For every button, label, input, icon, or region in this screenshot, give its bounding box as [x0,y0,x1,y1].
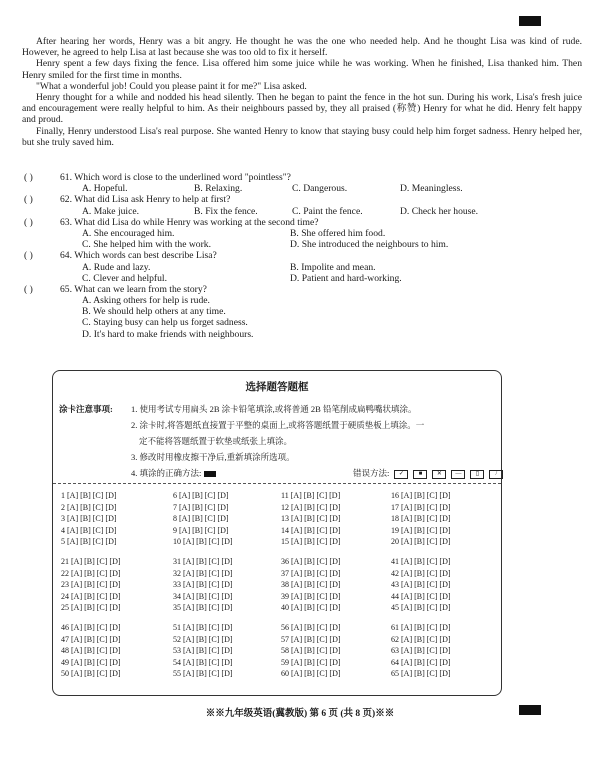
question-number: 49 [61,657,69,667]
answer-bubble-group[interactable] [391,603,451,612]
question-number: 35 [173,603,181,612]
passage-paragraph: Henry thought for a while and nodded his head silently. Then he began to paint the fence in the hot sun. During his work, Lisa's fresh juice and encouragement were really helpful to him. As their neighbours passed by, they all praised (称赞) Henry for what he did. Henry felt happy and proud. [22,92,582,126]
question-number: 56 [281,623,289,632]
bubble-options[interactable]: [A] [B] [C] [D] [71,557,121,566]
passage-paragraph: Henry spent a few days fixing the fence. Lisa offered him some juice while he was working. When he finished, Lisa thanked him. Then Henry smiled for the first time in months. [22,58,582,81]
question-number: 9 [173,525,177,535]
bubble-options[interactable]: [A] [B] [C] [D] [179,491,229,500]
page-footer: ※※九年级英语(冀教版) 第 6 页 (共 8 页)※※ [205,709,395,719]
answer-bubble-group[interactable] [391,592,451,601]
answer-option: B. Relaxing. [194,183,243,195]
answer-option: C. Staying busy can help us forget sadness. [82,317,248,329]
question-number: 20 [391,537,399,546]
answer-blank[interactable]: ( ) [24,283,33,295]
box-divider [53,483,501,484]
bubble-options[interactable]: [A] [B] [C] [D] [291,502,341,512]
answer-option: A. Rude and lazy. [82,261,151,273]
answer-bubble-group[interactable] [391,635,451,644]
bubble-options[interactable]: [A] [B] [C] [D] [401,623,451,632]
question-number: 43 [391,580,399,589]
answer-option: C. Clever and helpful. [82,272,167,284]
question-number: 36 [281,557,289,566]
question-number: 15 [281,537,289,546]
answer-blank[interactable]: ( ) [24,216,33,228]
wrong-mark-example: ✕ [432,470,446,479]
answer-bubble-group[interactable] [173,623,233,632]
question-number: 58 [281,646,289,655]
bubble-options[interactable]: [A] [B] [C] [D] [401,568,451,578]
answer-bubble-group[interactable] [173,526,229,535]
bubble-row [61,603,493,615]
answer-option: B. We should help others at any time. [82,306,226,318]
answer-bubble-group[interactable] [281,503,341,512]
answer-option: B. Fix the fence. [194,205,258,217]
answer-bubble-group[interactable] [391,623,451,632]
question-number: 10 [173,537,181,546]
answer-bubble-group[interactable] [61,658,121,667]
bubble-row [61,503,493,515]
question-number: 8 [173,514,177,523]
bubble-row [61,623,493,635]
bubble-options[interactable]: [A] [B] [C] [D] [401,669,451,678]
question-stem: 63. What did Lisa do while Henry was working at the second time? [60,216,319,228]
bubble-options[interactable]: [A] [B] [C] [D] [179,502,229,512]
bubble-options[interactable]: [A] [B] [C] [D] [401,603,451,612]
answer-option: A. Hopeful. [82,183,128,195]
bubble-options[interactable]: [A] [B] [C] [D] [291,580,341,589]
bubble-options[interactable]: [A] [B] [C] [D] [291,525,341,535]
answer-option: A. Asking others for help is rude. [82,295,210,307]
bubble-options[interactable]: [A] [B] [C] [D] [401,657,451,667]
wrong-mark-example: — [451,470,465,479]
bubble-row [61,537,493,549]
answer-option: C. She helped him with the work. [82,239,211,251]
answer-bubble-group[interactable] [391,491,451,500]
question-number: 14 [281,525,289,535]
bubble-options[interactable]: [A] [B] [C] [D] [291,634,341,644]
answer-box-title: 选择题答题框 [245,382,309,393]
answer-blank[interactable]: ( ) [24,250,33,262]
bubble-options[interactable]: [A] [B] [C] [D] [71,657,121,667]
answer-bubble-group[interactable] [281,557,341,566]
answer-bubble-group[interactable] [391,658,451,667]
bubble-options[interactable]: [A] [B] [C] [D] [71,634,121,644]
answer-bubble-group[interactable] [391,514,451,523]
filling-instructions [59,401,498,481]
bubble-options[interactable]: [A] [B] [C] [D] [291,514,341,523]
question-number: 25 [61,603,69,612]
bubble-row [61,526,493,538]
bubble-options[interactable]: [A] [B] [C] [D] [183,580,233,589]
answer-bubble-group[interactable] [61,635,121,644]
wrong-mark-example: ▯ [470,470,484,479]
bubble-options[interactable]: [A] [B] [C] [D] [183,537,233,546]
question-number: 59 [281,657,289,667]
wrong-methods [353,465,503,481]
bubble-block [61,491,493,553]
bubble-row [61,669,493,681]
answer-option: A. She encouraged him. [82,227,175,239]
note-2-continued: 定不能将答题纸置于软垫或纸张上填涂。 [139,436,293,446]
answer-blank[interactable]: ( ) [24,194,33,206]
question-number: 46 [61,623,69,632]
answer-bubble-group[interactable] [61,557,121,566]
bubble-options[interactable]: [A] [B] [C] [D] [183,646,233,655]
answer-option: D. She introduced the neighbours to him. [290,239,449,251]
answer-bubble-group[interactable] [173,557,233,566]
answer-bubble-group[interactable] [173,646,233,655]
answer-bubble-group[interactable] [61,514,117,523]
bubble-options[interactable]: [A] [B] [C] [D] [290,491,341,500]
answer-bubble-group[interactable] [391,569,451,578]
question-number: 23 [61,580,69,589]
answer-bubble-group[interactable] [281,580,341,589]
bubble-row [61,658,493,670]
answer-bubble-group[interactable] [281,491,340,500]
bubble-options[interactable]: [A] [B] [C] [D] [291,537,341,546]
bubble-options[interactable]: [A] [B] [C] [D] [291,591,341,601]
question-item [22,172,582,194]
bubble-row [61,635,493,647]
answer-bubble-group[interactable] [173,669,233,678]
bubble-row [61,646,493,658]
answer-option: C. Dangerous. [292,183,348,195]
bubble-row [61,514,493,526]
question-number: 34 [173,591,181,601]
answer-option: D. Meaningless. [400,183,463,195]
bubble-options[interactable]: [A] [B] [C] [D] [291,603,341,612]
bubble-options[interactable]: [A] [B] [C] [D] [71,568,121,578]
answer-bubble-group[interactable] [61,603,121,612]
bubble-options[interactable]: [A] [B] [C] [D] [67,537,117,546]
question-number: 22 [61,568,69,578]
note-2: 2. 涂卡时,将答题纸直接置于平整的桌面上,或将答题纸置于硬质垫板上填涂。一 [131,420,425,430]
answer-bubble-group[interactable] [391,580,451,589]
passage-paragraph: After hearing her words, Henry was a bit angry. He thought he was the one who needed help. And he thought Lisa was kind of rude. However, he agreed to help Lisa at last because she was too old to fix it herself. [22,36,582,59]
bubble-options[interactable]: [A] [B] [C] [D] [183,557,233,566]
answer-bubble-group[interactable] [173,491,229,500]
bubble-options[interactable]: [A] [B] [C] [D] [291,557,341,566]
question-number: 57 [281,634,289,644]
answer-bubble-group[interactable] [391,669,451,678]
passage-paragraph: "What a wonderful job! Could you please paint it for me?" Lisa asked. [36,80,307,92]
question-number: 50 [61,669,69,678]
bubble-options[interactable]: [A] [B] [C] [D] [183,623,233,632]
bubble-options[interactable]: [A] [B] [C] [D] [179,514,229,523]
answer-bubble-group[interactable] [281,592,341,601]
bubble-options[interactable]: [A] [B] [C] [D] [71,603,121,612]
bubble-grid [61,491,493,689]
question-number: 6 [173,491,177,500]
bubble-options[interactable]: [A] [B] [C] [D] [71,591,121,601]
bubble-options[interactable]: [A] [B] [C] [D] [291,669,341,678]
answer-bubble-group[interactable] [281,635,341,644]
bubble-options[interactable]: [A] [B] [C] [D] [401,491,451,500]
answer-bubble-group[interactable] [281,658,341,667]
bubble-options[interactable]: [A] [B] [C] [D] [401,591,451,601]
bubble-options[interactable]: [A] [B] [C] [D] [67,491,117,500]
answer-bubble-group[interactable] [391,537,451,546]
answer-bubble-group[interactable] [281,623,341,632]
answer-bubble-group[interactable] [391,557,451,566]
answer-bubble-group[interactable] [281,646,341,655]
answer-option: B. She offered him food. [290,227,386,239]
bubble-options[interactable]: [A] [B] [C] [D] [71,580,121,589]
question-number: 19 [391,525,399,535]
answer-bubble-group[interactable] [173,580,233,589]
bubble-options[interactable]: [A] [B] [C] [D] [401,580,451,589]
question-number: 7 [173,502,177,512]
question-number: 1 [61,491,65,500]
bubble-options[interactable]: [A] [B] [C] [D] [401,502,451,512]
bubble-options[interactable]: [A] [B] [C] [D] [67,502,117,512]
question-number: 55 [173,669,181,678]
answer-bubble-group[interactable] [281,603,341,612]
bubble-options[interactable]: [A] [B] [C] [D] [401,557,451,566]
question-number: 17 [391,502,399,512]
question-number: 47 [61,634,69,644]
answer-bubble-group[interactable] [61,623,121,632]
answer-bubble-group[interactable] [391,526,451,535]
bubble-options[interactable]: [A] [B] [C] [D] [401,514,451,523]
answer-bubble-group[interactable] [61,526,117,535]
answer-bubble-group[interactable] [281,514,341,523]
bubble-options[interactable]: [A] [B] [C] [D] [71,669,121,678]
question-number: 12 [281,502,289,512]
bubble-block [61,557,493,619]
question-number: 2 [61,502,65,512]
answer-bubble-group[interactable] [61,646,121,655]
question-item [22,194,582,216]
answer-bubble-group[interactable] [61,580,121,589]
bubble-options[interactable]: [A] [B] [C] [D] [401,537,451,546]
bubble-row [61,580,493,592]
passage-paragraph: Finally, Henry understood Lisa's real purpose. She wanted Henry to know that staying busy could help him forget sadness. Henry helped her, but she truly saved him. [22,125,582,148]
question-number: 60 [281,669,289,678]
question-number: 32 [173,568,181,578]
answer-bubble-group[interactable] [391,503,451,512]
wrong-mark-example: / [489,470,503,479]
question-number: 53 [173,646,181,655]
question-number: 40 [281,603,289,612]
bubble-options[interactable]: [A] [B] [C] [D] [71,646,121,655]
question-item [22,250,582,284]
bubble-options[interactable]: [A] [B] [C] [D] [67,514,117,523]
answer-blank[interactable]: ( ) [24,172,33,183]
answer-bubble-group[interactable] [61,491,117,500]
question-number: 11 [281,491,289,500]
notes-heading: 涂卡注意事项: [59,404,113,414]
question-number: 44 [391,591,399,601]
question-number: 62 [391,634,399,644]
answer-option: D. Check her house. [400,205,479,217]
question-stem: 64. Which words can best describe Lisa? [60,250,217,262]
question-number: 54 [173,657,181,667]
bubble-options[interactable]: [A] [B] [C] [D] [183,568,233,578]
question-number: 5 [61,537,65,546]
answer-bubble-group[interactable] [173,658,233,667]
question-item [22,217,582,251]
question-number: 51 [173,623,181,632]
question-number: 39 [281,591,289,601]
question-number: 41 [391,557,399,566]
answer-option: A. Make juice. [82,205,140,217]
question-item [22,284,582,340]
correct-method-label: 4. 填涂的正确方法: [131,468,202,478]
question-number: 65 [391,669,399,678]
question-number: 63 [391,646,399,655]
bubble-options[interactable]: [A] [B] [C] [D] [71,623,121,632]
question-number: 33 [173,580,181,589]
correct-fill-example [204,471,216,477]
answer-sheet-box [52,370,502,696]
bubble-block [61,623,493,685]
bubble-row [61,569,493,581]
answer-bubble-group[interactable] [61,669,121,678]
bubble-options[interactable]: [A] [B] [C] [D] [179,525,229,535]
question-list [22,172,582,340]
answer-bubble-group[interactable] [391,646,451,655]
question-number: 16 [391,491,399,500]
answer-bubble-group[interactable] [61,503,117,512]
answer-bubble-group[interactable] [173,603,233,612]
answer-bubble-group[interactable] [281,569,341,578]
bubble-options[interactable]: [A] [B] [C] [D] [401,525,451,535]
answer-option: C. Paint the fence. [292,205,363,217]
answer-bubble-group[interactable] [173,503,229,512]
question-number: 45 [391,603,399,612]
bubble-options[interactable]: [A] [B] [C] [D] [183,591,233,601]
question-stem: 62. What did Lisa ask Henry to help at first? [60,194,231,206]
bubble-options[interactable]: [A] [B] [C] [D] [401,646,451,655]
answer-bubble-group[interactable] [281,537,341,546]
note-4 [131,465,498,481]
question-number: 18 [391,514,399,523]
wrong-mark-example: ■ [413,470,427,479]
question-number: 48 [61,646,69,655]
bubble-options[interactable]: [A] [B] [C] [D] [183,657,233,667]
note-3: 3. 修改时用橡皮擦干净后,重新填涂所选项。 [131,452,295,462]
bubble-options[interactable]: [A] [B] [C] [D] [67,525,117,535]
bubble-options[interactable]: [A] [B] [C] [D] [291,657,341,667]
bubble-options[interactable]: [A] [B] [C] [D] [291,623,341,632]
question-number: 3 [61,514,65,523]
answer-option: D. It's hard to make friends with neighbours. [82,328,254,340]
answer-option: D. Patient and hard-working. [290,272,402,284]
bubble-row [61,592,493,604]
question-stem: 61. Which word is close to the underlined word "pointless"? [60,172,291,183]
question-number: 38 [281,580,289,589]
registration-mark-bottom [519,705,541,715]
question-number: 64 [391,657,399,667]
answer-bubble-group[interactable] [281,526,341,535]
answer-bubble-group[interactable] [173,537,233,546]
answer-bubble-group[interactable] [173,569,233,578]
bubble-options[interactable]: [A] [B] [C] [D] [183,603,233,612]
bubble-options[interactable]: [A] [B] [C] [D] [401,634,451,644]
question-number: 21 [61,557,69,566]
question-number: 52 [173,634,181,644]
answer-bubble-group[interactable] [61,537,117,546]
answer-bubble-group[interactable] [173,635,233,644]
bubble-options[interactable]: [A] [B] [C] [D] [183,634,233,644]
question-number: 37 [281,568,289,578]
bubble-options[interactable]: [A] [B] [C] [D] [291,646,341,655]
question-number: 61 [391,623,399,632]
question-number: 42 [391,568,399,578]
answer-bubble-group[interactable] [61,592,121,601]
answer-bubble-group[interactable] [173,514,229,523]
question-stem: 65. What can we learn from the story? [60,283,207,295]
bubble-row [61,557,493,569]
answer-bubble-group[interactable] [281,669,341,678]
bubble-row [61,491,493,503]
registration-mark-top [519,16,541,26]
note-1: 1. 使用考试专用扁头 2B 涂卡铅笔填涂,或将普通 2B 铅笔削成扁鸭嘴状填涂。 [131,404,417,414]
answer-option: B. Impolite and mean. [290,261,376,273]
bubble-options[interactable]: [A] [B] [C] [D] [183,669,233,678]
bubble-options[interactable]: [A] [B] [C] [D] [291,568,341,578]
answer-bubble-group[interactable] [173,592,233,601]
question-number: 4 [61,525,65,535]
wrong-method-label: 错误方法: [353,468,390,478]
wrong-mark-example: ✓ [394,470,408,479]
answer-bubble-group[interactable] [61,569,121,578]
question-number: 24 [61,591,69,601]
reading-passage [22,36,582,148]
question-number: 13 [281,514,289,523]
question-number: 31 [173,557,181,566]
